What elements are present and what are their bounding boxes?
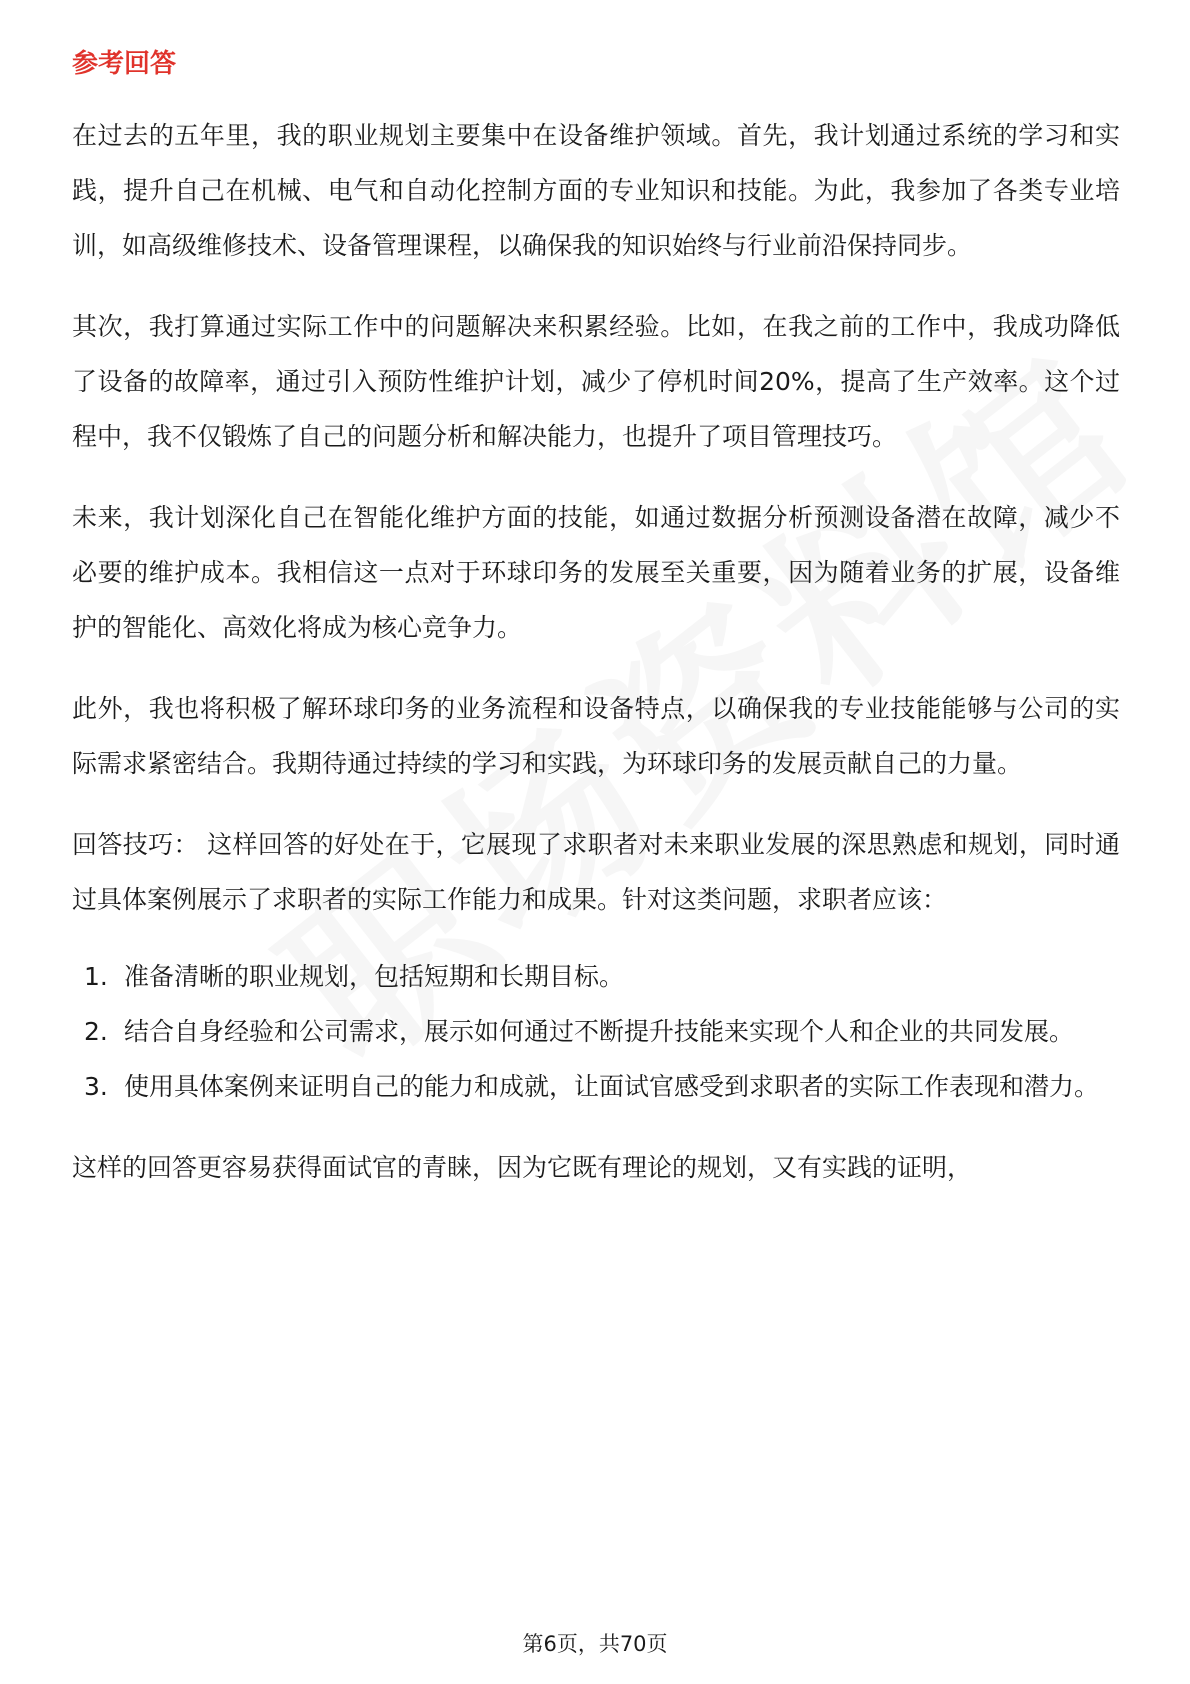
list-number: 2. [84,1017,108,1046]
document-page [72,44,1120,1221]
list-number: 1. [84,962,108,991]
list-item [72,949,1120,1004]
tips-list [72,949,1120,1114]
paragraph-3: 未来，我计划深化自己在智能化维护方面的技能，如通过数据分析预测设备潜在故障，减少不必要的维护成本。我相信这一点对于环球印务的发展至关重要，因为随着业务的扩展，设备维护的智能化、高效化将成为核心竞争力。 [72,503,1120,642]
list-text: 准备清晰的职业规划，包括短期和长期目标。 [124,962,625,991]
paragraph-4: 此外，我也将积极了解环球印务的业务流程和设备特点，以确保我的专业技能能够与公司的实际需求紧密结合。我期待通过持续的学习和实践，为环球印务的发展贡献自己的力量。 [72,694,1120,778]
list-number: 3. [84,1072,108,1101]
list-text: 结合自身经验和公司需求，展示如何通过不断提升技能来实现个人和企业的共同发展。 [124,1017,1075,1046]
paragraph-1: 在过去的五年里，我的职业规划主要集中在设备维护领域。首先，我计划通过系统的学习和实践，提升自己在机械、电气和自动化控制方面的专业知识和技能。为此，我参加了各类专业培训，如高级维修技术、设备管理课程，以确保我的知识始终与行业前沿保持同步。 [72,121,1120,260]
list-text: 使用具体案例来证明自己的能力和成就，让面试官感受到求职者的实际工作表现和潜力。 [124,1072,1100,1101]
tips-paragraph: 回答技巧： 这样回答的好处在于，它展现了求职者对未来职业发展的深思熟虑和规划，同时通过具体案例展示了求职者的实际工作能力和成果。针对这类问题，求职者应该： [72,830,1120,914]
closing-paragraph: 这样的回答更容易获得面试官的青睐，因为它既有理论的规划，又有实践的证明， [72,1153,973,1182]
section-heading: 参考回答 [72,49,177,79]
page-number-footer: 第6页，共70页 [522,1632,668,1656]
paragraph-2: 其次，我打算通过实际工作中的问题解决来积累经验。比如，在我之前的工作中，我成功降低了设备的故障率，通过引入预防性维护计划，减少了停机时间20%，提高了生产效率。这个过程中，我不仅锻炼了自己的问题分析和解决能力，也提升了项目管理技巧。 [72,312,1120,451]
list-item [72,1059,1120,1114]
list-item [72,1004,1120,1059]
